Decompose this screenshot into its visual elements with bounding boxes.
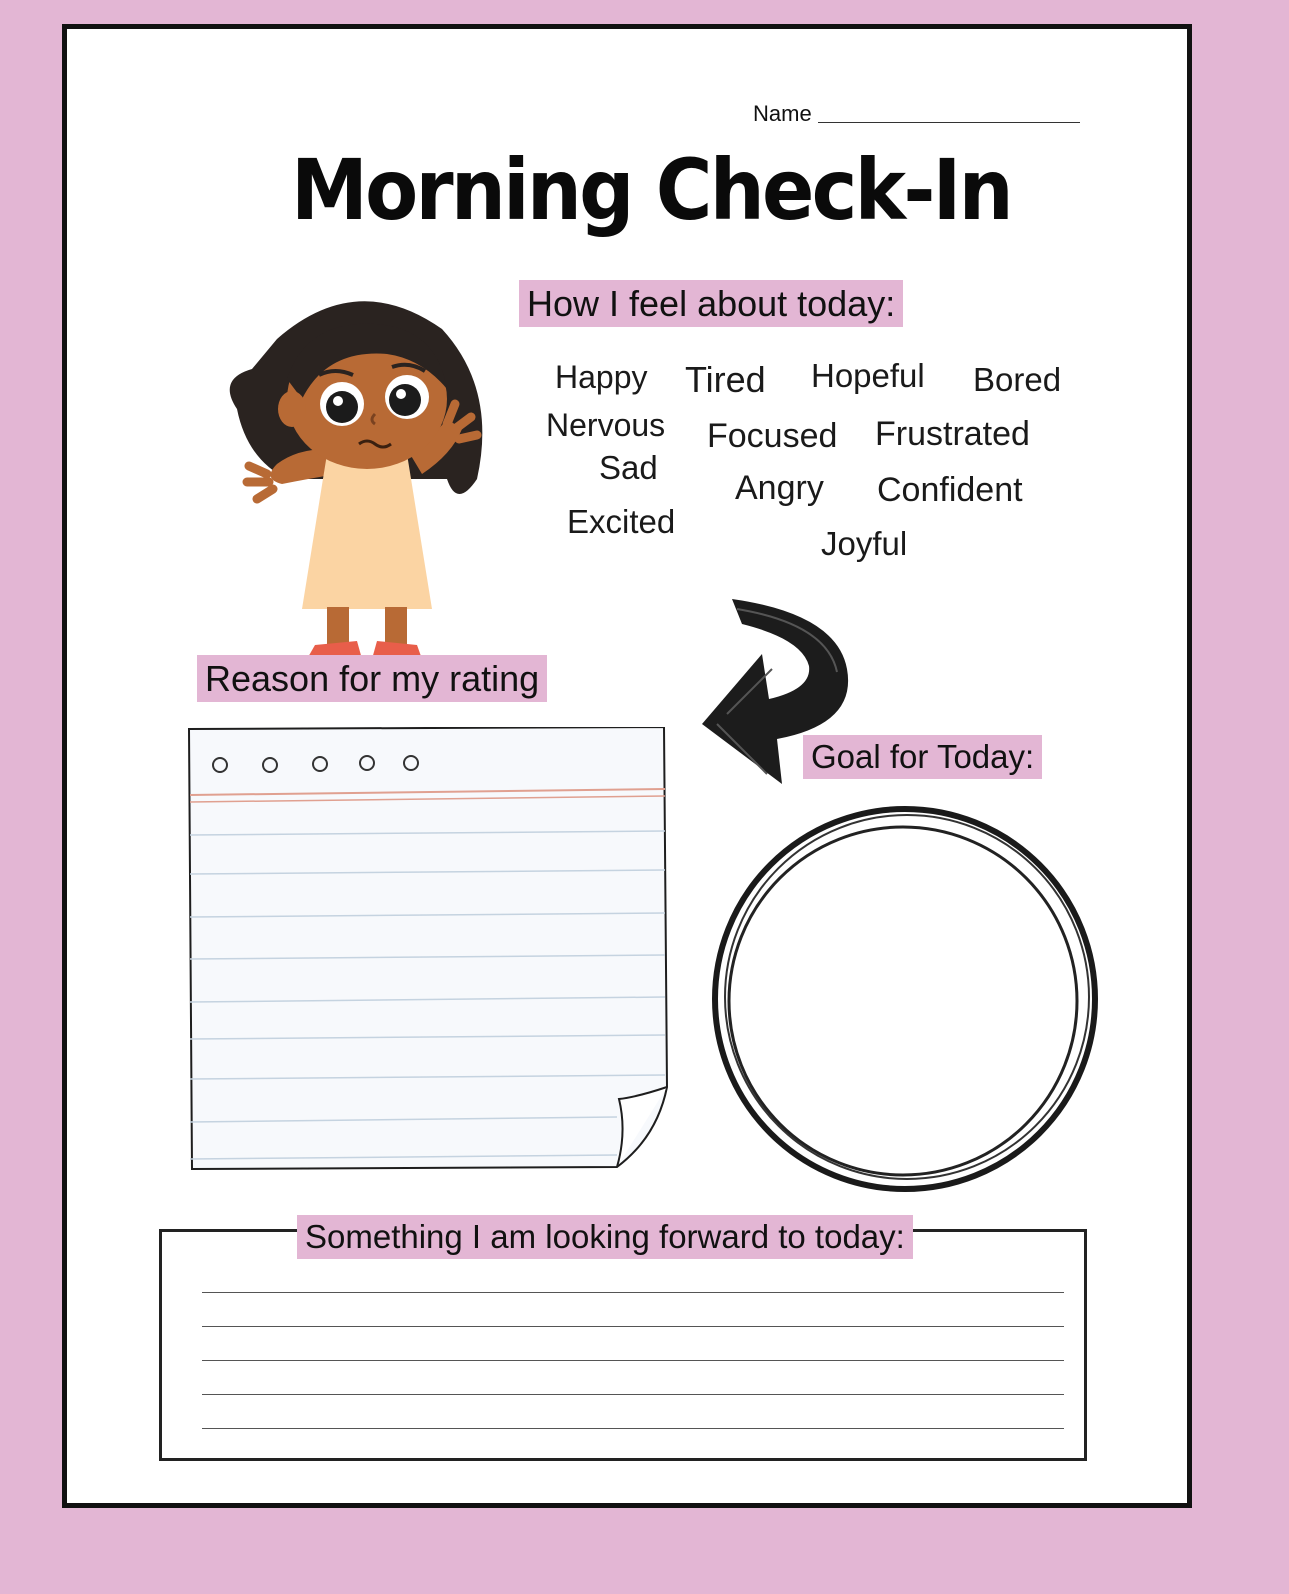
goal-label: Goal for Today: — [803, 735, 1042, 779]
feeling-sad[interactable]: Sad — [599, 449, 658, 486]
feelings-label: How I feel about today: — [519, 280, 903, 327]
name-blank-line[interactable] — [818, 122, 1080, 123]
worksheet-page — [62, 24, 1192, 1508]
feeling-excited[interactable]: Excited — [567, 503, 676, 540]
name-label: Name — [753, 101, 812, 126]
feeling-confident[interactable]: Confident — [877, 471, 1023, 509]
feeling-angry[interactable]: Angry — [735, 469, 824, 507]
goal-circle[interactable] — [707, 799, 1107, 1199]
feeling-tired[interactable]: Tired — [685, 359, 766, 400]
page-title: Morning Check-In — [291, 141, 1011, 239]
forward-label: Something I am looking forward to today: — [297, 1215, 913, 1259]
feeling-frustrated[interactable]: Frustrated — [875, 415, 1030, 453]
feeling-bored[interactable]: Bored — [973, 361, 1062, 398]
writing-line[interactable] — [202, 1326, 1064, 1327]
reason-notepad[interactable] — [187, 727, 677, 1173]
feeling-nervous[interactable]: Nervous — [546, 407, 666, 443]
writing-line[interactable] — [202, 1428, 1064, 1429]
forward-writing-box[interactable] — [159, 1229, 1087, 1461]
feeling-joyful[interactable]: Joyful — [821, 525, 908, 562]
feeling-focused[interactable]: Focused — [707, 417, 838, 455]
name-field[interactable] — [753, 101, 1080, 127]
writing-line[interactable] — [202, 1292, 1064, 1293]
reason-label: Reason for my rating — [197, 655, 547, 702]
girl-illustration — [207, 279, 507, 659]
writing-line[interactable] — [202, 1360, 1064, 1361]
writing-line[interactable] — [202, 1394, 1064, 1395]
feeling-happy[interactable]: Happy — [555, 359, 648, 395]
feeling-hopeful[interactable]: Hopeful — [811, 357, 925, 394]
